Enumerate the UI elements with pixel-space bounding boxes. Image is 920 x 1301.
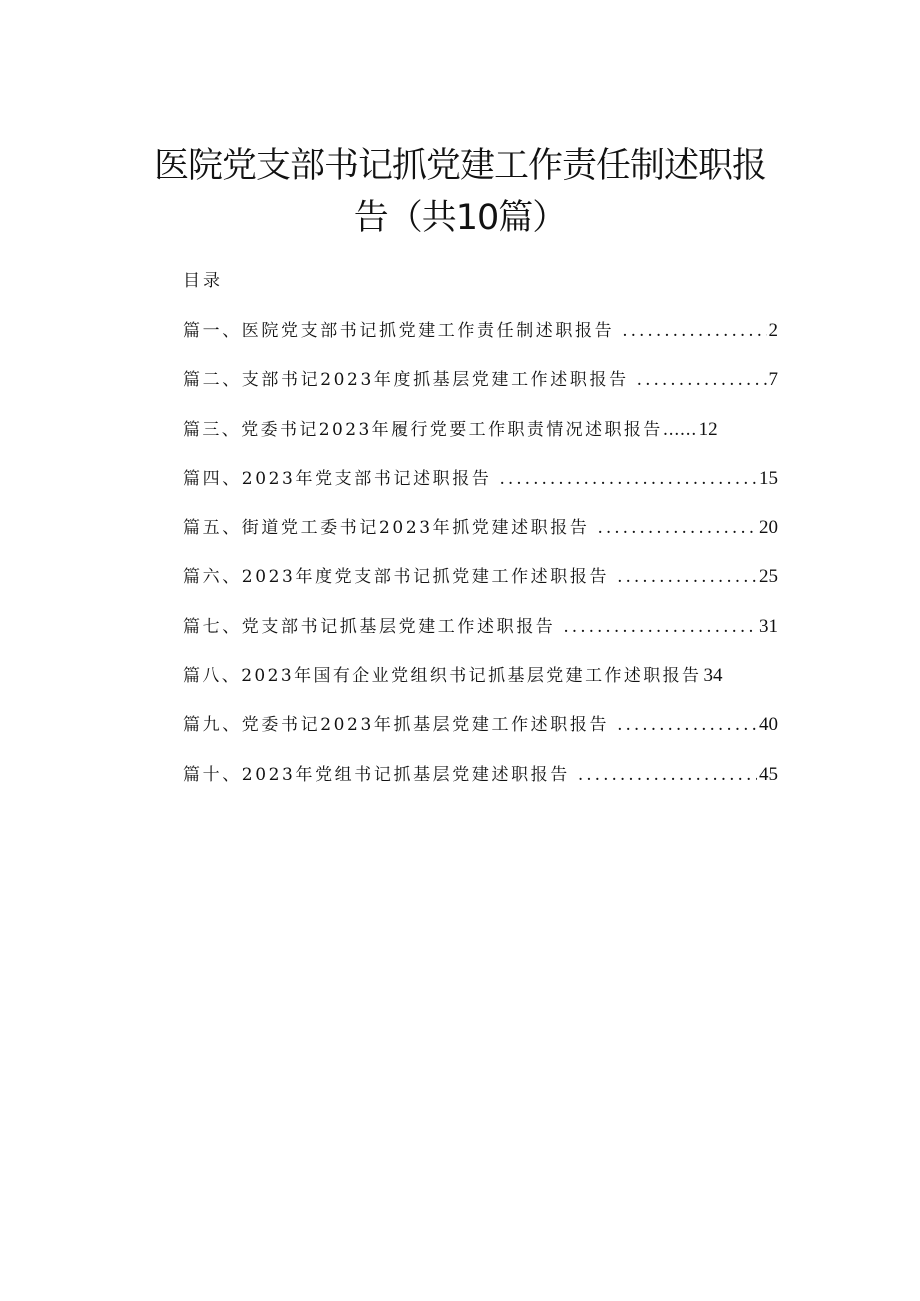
toc-dot-leader [617, 712, 757, 738]
toc-entry-1[interactable] [183, 318, 778, 367]
toc-entry-title: 篇十、2023年党组书记抓基层党建述职报告 [183, 764, 570, 785]
toc-page-number: 45 [759, 763, 778, 785]
document-title [140, 140, 780, 244]
toc-entry-10[interactable] [183, 762, 778, 811]
toc-page-number: 12 [698, 418, 718, 440]
toc-page-number: 7 [768, 369, 778, 391]
toc-dot-leader [563, 614, 757, 640]
toc-entry-2[interactable] [183, 367, 778, 416]
toc-entry-9[interactable] [183, 712, 778, 761]
toc-entry-8[interactable] [183, 663, 778, 712]
toc-dot-leader [617, 564, 757, 590]
toc-heading: 目录 [183, 271, 223, 291]
toc-entry-title: 篇二、支部书记2023年度抓基层党建工作述职报告 [183, 370, 629, 391]
toc-page-number: 15 [759, 467, 778, 489]
toc-page-number: 40 [759, 714, 778, 736]
toc-entry-title: 篇九、党委书记2023年抓基层党建工作述职报告 [183, 715, 610, 736]
toc-page-number: 2 [768, 320, 778, 341]
toc-dot-leader [578, 762, 757, 788]
toc-entry-title: 篇四、2023年党支部书记述职报告 [183, 468, 492, 489]
toc-entry-title: 篇八、2023年国有企业党组织书记抓基层党建工作述职报告 [183, 666, 702, 687]
toc-page-number: 25 [759, 566, 778, 588]
toc-entry-3[interactable] [183, 417, 778, 466]
toc-entry-4[interactable] [183, 466, 778, 515]
table-of-contents [183, 318, 778, 811]
toc-entry-title: 篇一、医院党支部书记抓党建工作责任制述职报告 [183, 321, 615, 341]
toc-ellipsis-leader: …… [662, 419, 697, 440]
toc-entry-title: 篇七、党支部书记抓基层党建工作述职报告 [183, 616, 556, 637]
document-title-line-2: 告（共10篇） [353, 198, 567, 238]
document-title-line-1: 医院党支部书记抓党建工作责任制述职报 [153, 146, 766, 186]
toc-page-number: 20 [759, 517, 778, 539]
toc-dot-leader [499, 466, 757, 492]
toc-page-number: 34 [703, 665, 723, 687]
toc-entry-title: 篇六、2023年度党支部书记抓党建工作述职报告 [183, 567, 610, 588]
toc-dot-leader [637, 367, 767, 393]
toc-entry-7[interactable] [183, 614, 778, 663]
toc-dot-leader [597, 515, 757, 541]
toc-entry-title: 篇五、街道党工委书记2023年抓党建述职报告 [183, 518, 590, 539]
toc-page-number: 31 [759, 615, 778, 637]
toc-entry-title: 篇三、党委书记2023年履行党要工作职责情况述职报告 [183, 419, 663, 440]
toc-entry-5[interactable] [183, 515, 778, 564]
toc-entry-6[interactable] [183, 564, 778, 613]
toc-dot-leader [622, 318, 766, 344]
